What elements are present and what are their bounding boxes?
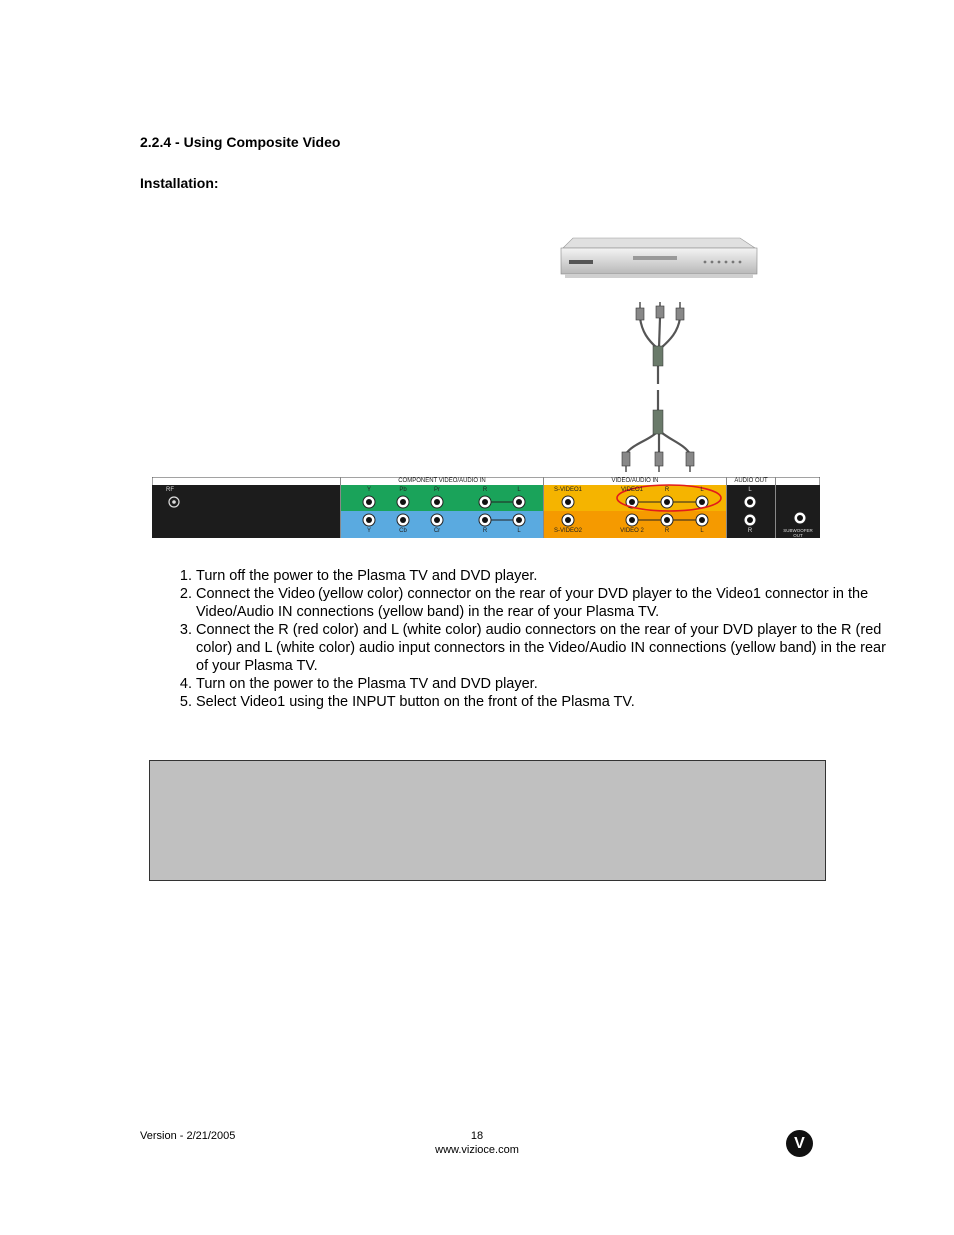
step-item: 3. Connect the R (red color) and L (white color) audio connectors on the rear of your DVD player to the R (red color) and L (white color) audio input connectors in the Video/Audio IN connections (yellow band) in the rear of your Plasma TV. [196, 621, 886, 675]
component-bottom-cr: Cr [433, 528, 441, 534]
step-item: 5. Select Video1 using the INPUT button on the front of the Plasma TV. [196, 693, 886, 711]
step-item: 4. Turn on the power to the Plasma TV and DVD player. [196, 675, 886, 693]
video-bottom-svideo2: S-VIDEO2 [553, 528, 582, 534]
component-top-r: R [482, 487, 488, 493]
dvd-player-image [555, 230, 765, 286]
installation-steps [140, 567, 886, 711]
tv-rear-panel [152, 477, 820, 538]
video-audio-in-label: VIDEO/AUDIO IN [611, 478, 659, 484]
component-bottom-cb: Cb [399, 528, 407, 534]
video-bottom-r: R [664, 528, 670, 534]
video-top-l: L [700, 487, 704, 493]
footer-website: www.vizioce.com [435, 1144, 519, 1156]
video-top-video1: VIDEO1 [620, 487, 643, 493]
component-top-pb: Pb [399, 487, 407, 493]
component-bottom-l: L [517, 528, 521, 534]
component-top-l: L [517, 487, 521, 493]
component-top-pr: Pr [434, 487, 440, 493]
subwoofer-label: SUBWOOFER OUT [783, 528, 813, 538]
note-box [149, 760, 826, 881]
rf-label: RF [166, 487, 174, 493]
component-bottom-y: Y [366, 528, 371, 534]
video-bottom-video2: VIDEO 2 [620, 528, 644, 534]
vizio-logo: V [786, 1130, 813, 1157]
footer-version: Version - 2/21/2005 [140, 1130, 236, 1142]
audio-out-l: L [748, 487, 752, 493]
audio-out-r: R [747, 528, 753, 534]
step-item: 2. Connect the Video (yellow color) connector on the rear of your DVD player to the Video1 connector in the Video/Audio IN connections (yellow band) in the rear of your Plasma TV. [196, 585, 886, 621]
video-top-r: R [664, 487, 670, 493]
component-label: COMPONENT VIDEO/AUDIO IN [398, 478, 486, 484]
video-bottom-l: L [700, 528, 704, 534]
video-top-svideo1: S-VIDEO1 [553, 487, 582, 493]
installation-label: Installation: [140, 175, 219, 191]
rca-cable-image [620, 302, 700, 474]
component-bottom-r: R [482, 528, 488, 534]
section-title: 2.2.4 - Using Composite Video [140, 134, 341, 150]
footer-page-number: 18 [470, 1130, 484, 1142]
audio-out-label: AUDIO OUT [734, 478, 768, 484]
step-item: 1. Turn off the power to the Plasma TV and DVD player. [196, 567, 886, 585]
component-top-y: Y [366, 487, 371, 493]
